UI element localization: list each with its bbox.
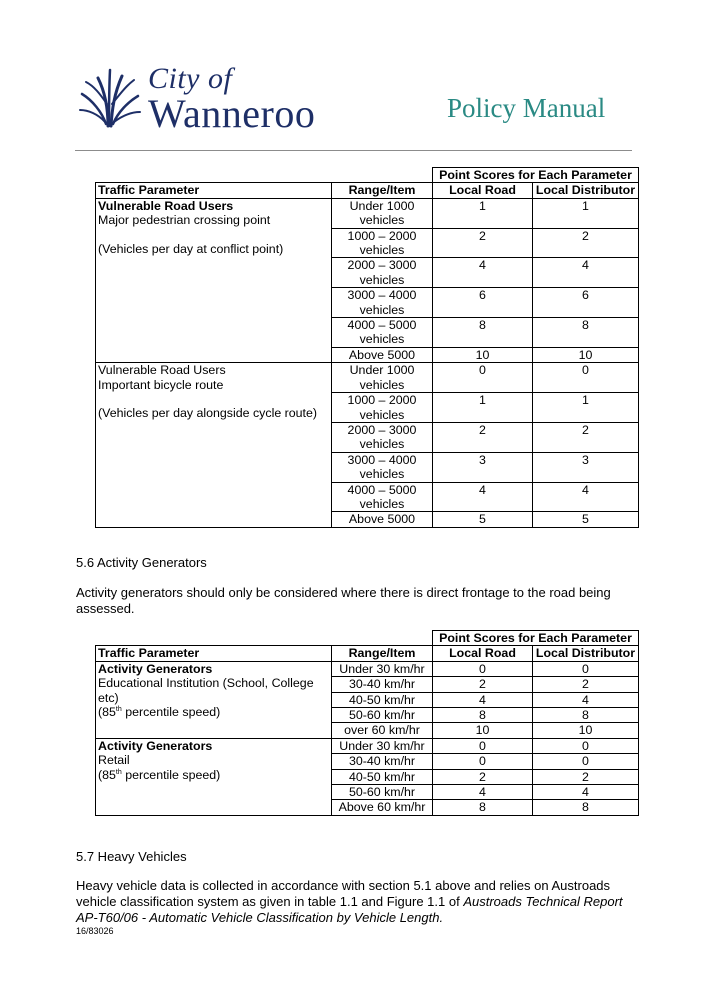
local-road-score: 8 <box>433 318 533 348</box>
local-road-score: 0 <box>433 754 533 769</box>
range-cell: 3000 – 4000 vehicles <box>332 288 433 318</box>
local-distributor-score: 1 <box>533 393 639 423</box>
local-road-score: 4 <box>433 258 533 288</box>
parameter-title: Vulnerable Road Users <box>98 363 226 378</box>
logo-city-text: City of <box>148 62 233 95</box>
local-road-score: 8 <box>433 800 533 815</box>
range-cell: 2000 – 3000 vehicles <box>332 422 433 452</box>
table-group-header-row <box>96 631 639 646</box>
local-road-score: 0 <box>433 363 533 393</box>
activity-generators-table <box>95 630 639 816</box>
local-road-score: 10 <box>433 723 533 738</box>
range-cell: Under 1000 vehicles <box>332 363 433 393</box>
range-cell: 2000 – 3000 vehicles <box>332 258 433 288</box>
local-distributor-score: 0 <box>533 754 639 769</box>
col-header-local-distributor: Local Distributor <box>533 183 639 198</box>
local-road-score: 0 <box>433 661 533 676</box>
parameter-unit-note: (Vehicles per day at conflict point) <box>98 241 284 256</box>
local-road-score: 4 <box>433 692 533 707</box>
local-distributor-score: 4 <box>533 258 639 288</box>
table-row <box>96 198 639 228</box>
parameter-title: Activity Generators <box>98 738 213 753</box>
local-distributor-score: 1 <box>533 198 639 228</box>
table-row <box>96 661 639 676</box>
local-road-score: 1 <box>433 198 533 228</box>
range-cell: Under 30 km/hr <box>332 738 433 753</box>
local-distributor-score: 6 <box>533 288 639 318</box>
header-divider <box>75 150 632 151</box>
local-road-score: 5 <box>433 512 533 527</box>
local-distributor-score: 2 <box>533 228 639 258</box>
wanneroo-logo-icon <box>78 64 142 128</box>
traffic-parameter-cell <box>96 738 332 815</box>
local-road-score: 3 <box>433 452 533 482</box>
local-distributor-score: 10 <box>533 347 639 362</box>
local-road-score: 2 <box>433 769 533 784</box>
col-header-range: Range/Item <box>332 646 433 661</box>
col-header-local-distributor: Local Distributor <box>533 646 639 661</box>
paragraph-text: Heavy vehicle data is collected in accordance with section 5.1 above and relies on Austroads vehicle classification system as given in table 1.1 and Figure 1.1 of <box>76 878 611 909</box>
traffic-parameter-cell <box>96 661 332 738</box>
paragraph-italic-reference: Austroads Technical Report AP-T60/06 - Automatic Vehicle Classification by Vehicle Length. <box>76 894 623 925</box>
local-distributor-score: 0 <box>533 363 639 393</box>
table-row <box>96 363 639 393</box>
document-id: 16/83026 <box>76 926 114 936</box>
range-cell: 3000 – 4000 vehicles <box>332 452 433 482</box>
range-cell: 50-60 km/hr <box>332 708 433 723</box>
parameter-unit-note: (Vehicles per day alongside cycle route) <box>98 406 318 421</box>
local-distributor-score: 0 <box>533 738 639 753</box>
col-header-range: Range/Item <box>332 183 433 198</box>
col-header-local-road: Local Road <box>433 646 533 661</box>
range-cell: 40-50 km/hr <box>332 692 433 707</box>
range-cell: Above 5000 <box>332 347 433 362</box>
range-cell: Under 1000 vehicles <box>332 198 433 228</box>
parameter-unit-note: (85th percentile speed) <box>98 705 221 720</box>
group-header-cell: Point Scores for Each Parameter <box>433 631 639 646</box>
section-paragraph-5-7 <box>76 878 641 926</box>
local-distributor-score: 4 <box>533 692 639 707</box>
local-distributor-score: 2 <box>533 769 639 784</box>
local-road-score: 10 <box>433 347 533 362</box>
local-road-score: 2 <box>433 228 533 258</box>
table-group-header-row <box>96 168 639 183</box>
group-header-cell: Point Scores for Each Parameter <box>433 168 639 183</box>
range-cell: 50-60 km/hr <box>332 785 433 800</box>
local-road-score: 4 <box>433 482 533 512</box>
range-cell: 4000 – 5000 vehicles <box>332 482 433 512</box>
vulnerable-road-users-table <box>95 167 639 528</box>
col-header-local-road: Local Road <box>433 183 533 198</box>
local-distributor-score: 8 <box>533 318 639 348</box>
local-road-score: 0 <box>433 738 533 753</box>
section-paragraph-5-6: Activity generators should only be considered where there is direct frontage to the road being assessed. <box>76 585 611 616</box>
parameter-title: Activity Generators <box>98 661 213 676</box>
parameter-subtitle: Important bicycle route <box>98 377 224 392</box>
range-cell: 1000 – 2000 vehicles <box>332 228 433 258</box>
parameter-unit-note: (85th percentile speed) <box>98 767 221 782</box>
section-heading-5-6: 5.6 Activity Generators <box>76 555 207 570</box>
manual-title: Policy Manual <box>447 93 606 123</box>
logo-name-text: Wanneroo <box>148 91 316 136</box>
local-distributor-score: 3 <box>533 452 639 482</box>
local-distributor-score: 0 <box>533 661 639 676</box>
parameter-subtitle: Educational Institution (School, College etc) <box>98 676 314 705</box>
local-distributor-score: 4 <box>533 482 639 512</box>
col-header-param: Traffic Parameter <box>96 183 332 198</box>
range-cell: Above 60 km/hr <box>332 800 433 815</box>
range-cell: 4000 – 5000 vehicles <box>332 318 433 348</box>
local-road-score: 2 <box>433 422 533 452</box>
col-header-param: Traffic Parameter <box>96 646 332 661</box>
range-cell: Above 5000 <box>332 512 433 527</box>
section-heading-5-7: 5.7 Heavy Vehicles <box>76 849 187 864</box>
local-distributor-score: 4 <box>533 785 639 800</box>
page-header <box>0 0 706 160</box>
range-cell: 40-50 km/hr <box>332 769 433 784</box>
range-cell: 30-40 km/hr <box>332 754 433 769</box>
parameter-subtitle: Major pedestrian crossing point <box>98 213 271 228</box>
table-row <box>96 738 639 753</box>
table-header-row <box>96 183 639 198</box>
range-cell: 1000 – 2000 vehicles <box>332 393 433 423</box>
range-cell: 30-40 km/hr <box>332 677 433 692</box>
parameter-title: Vulnerable Road Users <box>98 198 234 213</box>
local-road-score: 2 <box>433 677 533 692</box>
range-cell: Under 30 km/hr <box>332 661 433 676</box>
local-road-score: 8 <box>433 708 533 723</box>
local-distributor-score: 8 <box>533 800 639 815</box>
city-logo <box>78 60 338 140</box>
local-distributor-score: 8 <box>533 708 639 723</box>
local-distributor-score: 5 <box>533 512 639 527</box>
parameter-subtitle: Retail <box>98 753 130 768</box>
local-distributor-score: 2 <box>533 422 639 452</box>
local-road-score: 6 <box>433 288 533 318</box>
local-road-score: 4 <box>433 785 533 800</box>
local-distributor-score: 10 <box>533 723 639 738</box>
table-header-row <box>96 646 639 661</box>
traffic-parameter-cell <box>96 363 332 527</box>
local-distributor-score: 2 <box>533 677 639 692</box>
local-road-score: 1 <box>433 393 533 423</box>
range-cell: over 60 km/hr <box>332 723 433 738</box>
traffic-parameter-cell <box>96 198 332 362</box>
